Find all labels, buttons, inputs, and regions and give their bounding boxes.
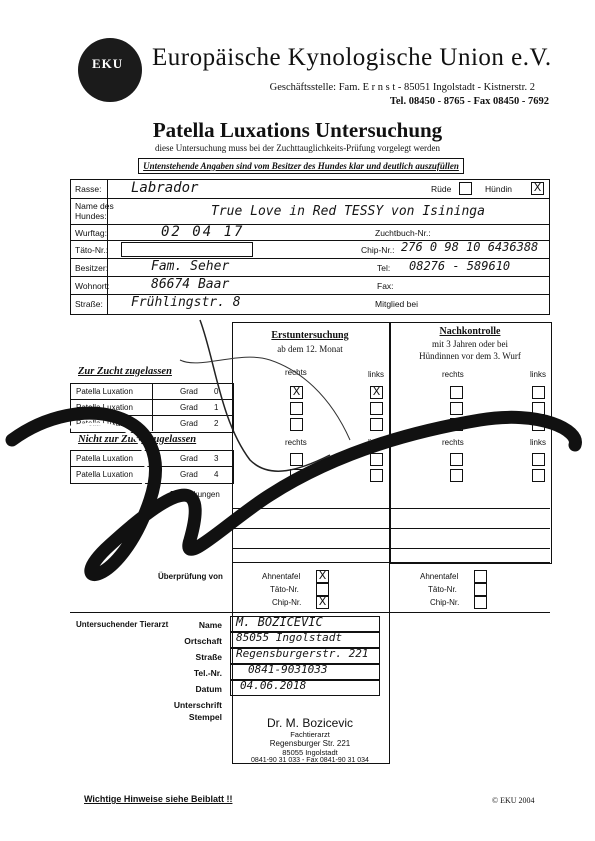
- footer-note: Wichtige Hinweise siehe Beiblatt !!: [84, 794, 233, 804]
- stamp-addr-1: Regensburger Str. 221: [269, 739, 351, 748]
- owner-notice: Untenstehende Angaben sind vom Besitzer des Hundes klar und deutlich auszufüllen: [138, 158, 464, 174]
- vet-tel-value: 0841-9031033: [248, 663, 328, 676]
- stamp-role: Fachtierarzt: [290, 730, 330, 739]
- rasse-label: Rasse:: [75, 184, 102, 194]
- stamp-tel: 0841-90 31 033 - Fax 0841-90 31 034: [251, 757, 369, 764]
- bemerkungen-label: Bemerkungen: [170, 490, 220, 499]
- first-links: links: [368, 370, 385, 379]
- besitzer-value[interactable]: Fam. Seher: [151, 259, 230, 274]
- control-links: links: [530, 370, 547, 379]
- strasse-value[interactable]: Frühlingstr. 8: [131, 295, 241, 310]
- verify-taeto-2: Täto-Nr.: [428, 585, 457, 594]
- chip-label: Chip-Nr.:: [361, 245, 395, 255]
- control-links-2: links: [530, 438, 547, 447]
- page-subtitle: diese Untersuchung muss bei der Zuchttauglichkeits-Prüfung vorgelegt werden: [154, 143, 440, 153]
- strasse-label: Straße:: [75, 299, 103, 309]
- mitglied-label: Mitglied bei: [375, 299, 418, 309]
- vet-unterschrift-label: Unterschrift: [173, 700, 222, 710]
- grad-label-3: Grad: [180, 454, 198, 463]
- control-title: Nachkontrolle: [439, 326, 501, 337]
- page-title: Patella Luxations Untersuchung: [152, 118, 443, 142]
- verify-ahnentafel-1: Ahnentafel: [262, 572, 301, 581]
- first-rechts: rechts: [285, 368, 307, 377]
- wurftag-label: Wurftag:: [75, 228, 107, 238]
- office-phone: Tel. 08450 - 8765 - Fax 08450 - 7692: [389, 96, 549, 107]
- office-address: Geschäftsstelle: Fam. E r n s t - 85051 Ingolstadt - Kistnerstr. 2: [269, 82, 535, 93]
- grad-label-4: Grad: [180, 470, 198, 479]
- patella-label-4: Patella Luxation: [76, 470, 133, 479]
- huendin-label: Hündin: [485, 184, 512, 194]
- vet-section-label: Untersuchender Tierarzt: [76, 620, 169, 629]
- patella-label-1: Patella Luxation: [76, 403, 133, 412]
- logo-text: EKU: [92, 56, 124, 71]
- grad-label-2: Grad: [180, 419, 198, 428]
- grad-value-3: 3: [214, 454, 219, 463]
- control-sub-2: Hündinnen vor dem 3. Wurf: [419, 351, 521, 361]
- vet-datum-value: 04.06.2018: [240, 679, 307, 692]
- name-label-1: Name des: [75, 201, 114, 211]
- vet-name-value: M. BOZICEVIC: [236, 615, 323, 629]
- first-r-grad0-checkbox[interactable]: X: [290, 386, 303, 399]
- first-links-2: links: [368, 438, 385, 447]
- huendin-checkbox[interactable]: X: [531, 182, 544, 195]
- verify-ahnentafel-1-checkbox[interactable]: X: [316, 570, 329, 583]
- grad-value-1: 1: [214, 403, 219, 412]
- zucht-zugelassen-heading: Zur Zucht zugelassen: [78, 366, 172, 377]
- verify-chip-2: Chip-Nr.: [430, 598, 460, 607]
- first-exam-sub: ab dem 12. Monat: [277, 344, 343, 354]
- vet-name-label: Name: [198, 620, 222, 630]
- fax-label: Fax:: [377, 281, 394, 291]
- stamp-name: Dr. M. Bozicevic: [266, 716, 353, 730]
- vet-str-value: Regensburgerstr. 221: [236, 647, 369, 660]
- verify-chip-1-checkbox[interactable]: X: [316, 596, 329, 609]
- tel-value[interactable]: 08276 - 589610: [409, 259, 511, 273]
- grad-label-1: Grad: [180, 403, 198, 412]
- control-rechts-2: rechts: [442, 438, 464, 447]
- org-name: Europäische Kynologische Union e.V.: [152, 44, 552, 71]
- footer-copyright: © EKU 2004: [492, 796, 535, 805]
- wurftag-value[interactable]: 02 04 17: [161, 224, 245, 240]
- grad-label-0: Grad: [180, 387, 198, 396]
- ruede-label: Rüde: [431, 184, 452, 194]
- chip-value[interactable]: 276 0 98 10 6436388: [401, 240, 539, 254]
- patella-label-3: Patella Luxation: [76, 454, 133, 463]
- tel-label: Tel:: [377, 263, 391, 273]
- vet-str-label: Straße: [195, 652, 222, 662]
- taeto-label: Täto-Nr.:: [75, 245, 109, 255]
- grad-value-2: 2: [214, 419, 219, 428]
- wohnort-label: Wohnort:: [75, 281, 110, 291]
- verify-ahnentafel-2: Ahnentafel: [420, 572, 459, 581]
- vet-stempel-label: Stempel: [188, 712, 222, 722]
- first-rechts-2: rechts: [285, 438, 307, 447]
- name-label-2: Hundes:: [75, 211, 107, 221]
- zuchtbuch-label: Zuchtbuch-Nr.:: [375, 228, 431, 238]
- besitzer-label: Besitzer:: [75, 263, 109, 273]
- patella-label-2: Patella Luxation: [76, 419, 133, 428]
- wohnort-value[interactable]: 86674 Baar: [151, 277, 230, 292]
- rasse-value[interactable]: Labrador: [131, 180, 199, 196]
- patella-label-0: Patella Luxation: [76, 387, 133, 396]
- first-l-grad0-checkbox[interactable]: X: [370, 386, 383, 399]
- control-rechts: rechts: [442, 370, 464, 379]
- verify-label: Überprüfung von: [158, 572, 223, 581]
- vet-datum-label: Datum: [195, 684, 222, 694]
- first-exam-title: Erstuntersuchung: [271, 330, 349, 341]
- stamp-addr-2: 85055 Ingolstadt: [282, 748, 338, 757]
- grad-value-4: 4: [214, 470, 219, 479]
- vet-ort-value: 85055 Ingolstadt: [236, 631, 342, 644]
- grad-value-0: 0: [214, 387, 219, 396]
- dog-name-value[interactable]: True Love in Red TESSY von Isininga: [211, 204, 485, 219]
- verify-chip-1: Chip-Nr.: [272, 598, 302, 607]
- vet-tel-label: Tel.-Nr.: [193, 668, 222, 678]
- vet-ort-label: Ortschaft: [184, 636, 222, 646]
- verify-taeto-1: Täto-Nr.: [270, 585, 299, 594]
- nicht-zugelassen-heading: Nicht zur Zucht zugelassen: [78, 434, 197, 445]
- control-sub-1: mit 3 Jahren oder bei: [432, 339, 508, 349]
